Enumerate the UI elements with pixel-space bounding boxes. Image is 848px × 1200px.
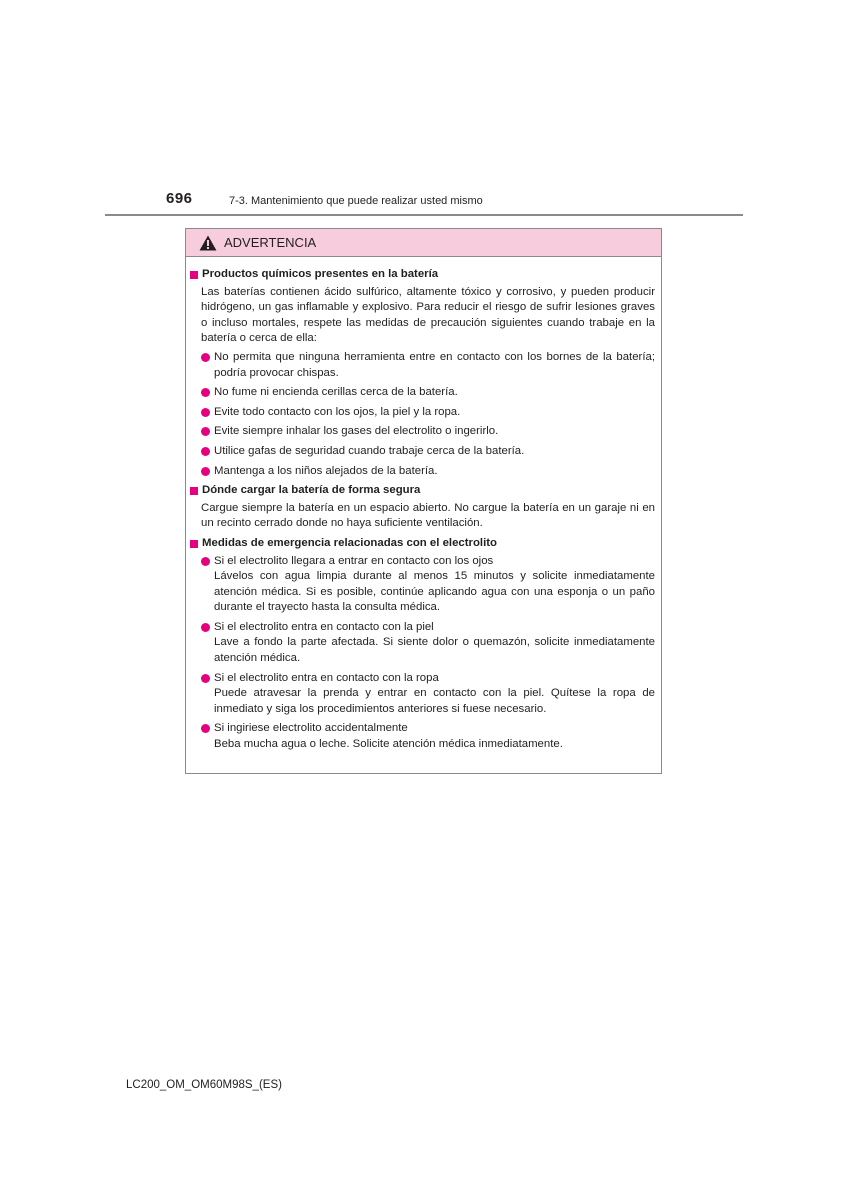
list-item — [190, 350, 655, 381]
warning-triangle-icon — [199, 235, 217, 251]
circle-bullet-icon — [201, 623, 210, 632]
circle-bullet-icon — [201, 467, 210, 476]
circle-bullet-icon — [201, 427, 210, 436]
circle-bullet-icon — [201, 724, 210, 733]
square-bullet-icon — [190, 540, 198, 548]
section-heading — [190, 536, 655, 552]
list-item — [190, 620, 655, 667]
section-paragraph: Cargue siempre la batería en un espacio abierto. No cargue la batería en un garaje ni en un recinto cerrado donde no haya suficiente ventilación. — [201, 501, 655, 530]
list-item-title: Si el electrolito llegara a entrar en contacto con los ojos — [214, 554, 494, 567]
section-safe-charging — [190, 483, 655, 532]
list-item-title: Si el electrolito entra en contacto con la piel — [214, 620, 434, 633]
list-item — [190, 721, 655, 752]
circle-bullet-icon — [201, 557, 210, 566]
section-paragraph: Las baterías contienen ácido sulfúrico, altamente tóxico y corrosivo, y pueden producir hidrógeno, un gas inflamable y explosivo. Para reducir el riesgo de sufrir lesiones graves o incluso mortales, respete las medidas de precaución siguientes cuando trabaje en la batería o cerca de ella: — [201, 285, 655, 345]
list-item — [190, 554, 655, 616]
list-item — [190, 671, 655, 718]
section-heading-text: Dónde cargar la batería de forma segura — [202, 484, 421, 497]
list-item — [190, 405, 655, 421]
list-item — [190, 385, 655, 401]
section-title: 7-3. Mantenimiento que puede realizar usted mismo — [229, 195, 483, 207]
footer-code: LC200_OM_OM60M98S_(ES) — [126, 1079, 282, 1091]
warning-box — [185, 228, 662, 774]
section-chemicals — [190, 267, 655, 479]
list-item-title: Si ingiriese electrolito accidentalmente — [214, 722, 408, 735]
list-item-text: Mantenga a los niños alejados de la batería. — [214, 464, 438, 477]
list-item — [190, 464, 655, 480]
list-item-text: Utilice gafas de seguridad cuando trabaje cerca de la batería. — [214, 444, 525, 457]
list-item-text: Evite todo contacto con los ojos, la piel y la ropa. — [214, 405, 461, 418]
list-item — [190, 444, 655, 460]
warning-title: ADVERTENCIA — [224, 235, 317, 250]
warning-body — [186, 257, 661, 753]
header-rule — [105, 214, 743, 216]
section-heading — [190, 483, 655, 499]
list-item-text: No permita que ninguna herramienta entre en contacto con los bornes de la batería; podría provocar chispas. — [214, 350, 655, 379]
list-item-text: Evite siempre inhalar los gases del electrolito o ingerirlo. — [214, 425, 499, 438]
section-heading-text: Medidas de emergencia relacionadas con el electrolito — [202, 536, 497, 549]
list-item-text: Lávelos con agua limpia durante al menos 15 minutos y solicite inmediatamente atención médica. Si es posible, continúe aplicando agua con una esponja o un paño durante el trayecto hasta la consulta médica. — [214, 570, 655, 614]
section-emergency — [190, 536, 655, 753]
list-item-title: Si el electrolito entra en contacto con la ropa — [214, 671, 439, 684]
section-heading-text: Productos químicos presentes en la batería — [202, 268, 439, 280]
square-bullet-icon — [190, 271, 198, 279]
circle-bullet-icon — [201, 388, 210, 397]
circle-bullet-icon — [201, 447, 210, 456]
list-item — [190, 424, 655, 440]
list-item-text: No fume ni encienda cerillas cerca de la batería. — [214, 386, 458, 399]
section-heading — [190, 267, 655, 283]
square-bullet-icon — [190, 487, 198, 495]
circle-bullet-icon — [201, 674, 210, 683]
circle-bullet-icon — [201, 353, 210, 362]
list-item-text: Lave a fondo la parte afectada. Si siente dolor o quemazón, solicite inmediatamente atención médica. — [214, 636, 655, 665]
list-item-text: Beba mucha agua o leche. Solicite atención médica inmediatamente. — [214, 738, 563, 751]
page-number: 696 — [166, 190, 193, 207]
warning-header — [186, 229, 661, 257]
list-item-text: Puede atravesar la prenda y entrar en contacto con la piel. Quítese la ropa de inmediato y siga los procedimientos anteriores si fuese necesario. — [214, 687, 655, 715]
circle-bullet-icon — [201, 408, 210, 417]
